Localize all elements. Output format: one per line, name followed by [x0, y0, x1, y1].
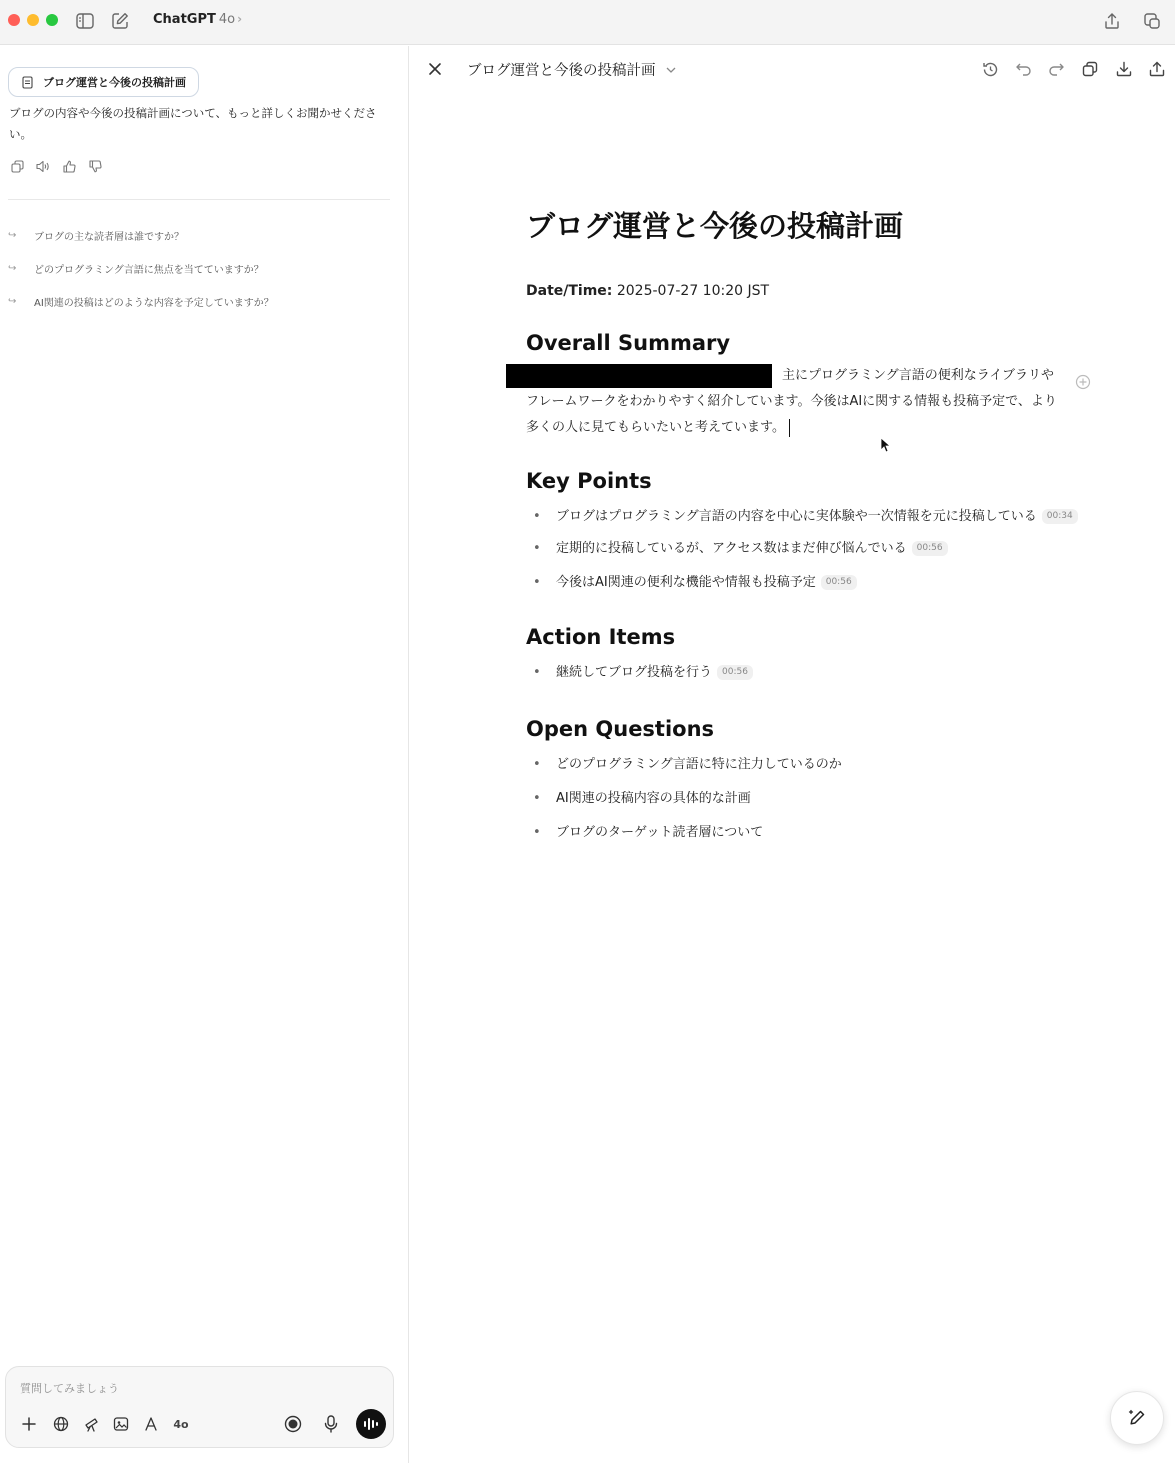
open-questions-heading: Open Questions: [526, 717, 715, 741]
pencil-sparkle-icon: [1127, 1408, 1147, 1428]
document-heading: ブログ運営と今後の投稿計画: [526, 209, 904, 243]
datetime-label: Date/Time:: [526, 283, 613, 299]
composer-placeholder: 質問してみましょう: [20, 1382, 119, 1395]
canvas-document-chip[interactable]: [8, 67, 199, 97]
key-points-heading: Key Points: [526, 469, 652, 493]
reply-arrow-icon: ↪: [8, 295, 17, 307]
suggestion-item[interactable]: [8, 226, 184, 244]
datetime-value: 2025-07-27 10:20 JST: [616, 283, 770, 299]
timestamp-badge[interactable]: 00:56: [912, 541, 948, 556]
chevron-right-icon: ›: [237, 12, 243, 26]
redo-icon[interactable]: [1045, 58, 1067, 80]
action-items-list: [526, 659, 1086, 687]
thumbs-up-icon[interactable]: [60, 157, 78, 175]
copy-icon[interactable]: [8, 157, 26, 175]
suggestion-label: AI関連の投稿はどのような内容を予定していますか？: [34, 297, 274, 309]
document-icon: [22, 76, 33, 92]
telescope-icon[interactable]: [82, 1414, 102, 1434]
image-create-icon[interactable]: [111, 1414, 131, 1434]
canvas-title-dropdown[interactable]: [467, 59, 676, 80]
list-item: [526, 503, 1086, 531]
reply-arrow-icon: ↪: [8, 262, 17, 274]
key-point-text: 定期的に投稿しているが、アクセス数はまだ伸び悩んでいる: [556, 541, 907, 556]
add-comment-icon[interactable]: [1075, 374, 1091, 390]
action-item-text: 継続してブログ投稿を行う: [556, 665, 713, 680]
copy-icon[interactable]: [1079, 58, 1101, 80]
summary-paragraph: [526, 363, 1066, 441]
close-canvas-icon[interactable]: [424, 58, 446, 80]
message-composer[interactable]: [5, 1366, 394, 1448]
voice-mode-button[interactable]: [356, 1409, 386, 1439]
add-attachment-icon[interactable]: [19, 1414, 39, 1434]
mouse-pointer-icon: [880, 437, 890, 457]
assistant-message: ブログの内容や今後の投稿計画について、もっと詳しくお聞かせください。: [9, 106, 377, 141]
download-icon[interactable]: [1113, 58, 1135, 80]
list-item: [526, 569, 1086, 597]
new-chat-icon[interactable]: [109, 10, 131, 32]
timestamp-badge[interactable]: 00:56: [717, 665, 753, 680]
canvas-document[interactable]: [526, 204, 1086, 847]
version-history-icon[interactable]: [979, 58, 1001, 80]
list-item: [526, 659, 1086, 687]
list-item: [526, 751, 1086, 779]
open-question-text: ブログのターゲット読者層について: [556, 825, 764, 840]
divider: [8, 199, 390, 200]
edit-suggestions-button[interactable]: [1110, 1391, 1164, 1445]
datetime-line: [526, 283, 1086, 299]
summary-text: 主にプログラミング言語の便利なライブラリやフレームワークをわかりやすく紹介しています。今後はAIに関する情報も投稿予定で、より多くの人に見てもらいたいと考えています。: [526, 368, 1057, 435]
close-window-button[interactable]: [8, 14, 20, 26]
thumbs-down-icon[interactable]: [86, 157, 104, 175]
share-icon[interactable]: [1101, 10, 1123, 32]
text-caret: [789, 419, 791, 437]
chat-panel: [0, 46, 409, 1463]
undo-icon[interactable]: [1012, 58, 1034, 80]
list-item: [526, 819, 1086, 847]
open-questions-list: [526, 751, 1086, 847]
suggestion-label: どのプログラミング言語に焦点を当てていますか？: [34, 264, 264, 276]
record-icon[interactable]: [283, 1414, 303, 1434]
model-selector[interactable]: [153, 12, 242, 27]
model-name: 4o: [218, 12, 236, 27]
window-titlebar: [0, 0, 1175, 45]
app-name: ChatGPT: [153, 12, 216, 27]
list-item: [526, 785, 1086, 813]
share-icon[interactable]: [1146, 58, 1168, 80]
timestamp-badge[interactable]: 00:56: [821, 575, 857, 590]
suggestion-item[interactable]: [8, 292, 274, 310]
web-search-icon[interactable]: [51, 1414, 71, 1434]
read-aloud-icon[interactable]: [34, 157, 52, 175]
key-point-text: ブログはプログラミング言語の内容を中心に実体験や一次情報を元に投稿している: [556, 509, 1037, 524]
action-items-heading: Action Items: [526, 625, 676, 649]
zoom-window-button[interactable]: [46, 14, 58, 26]
open-question-text: AI関連の投稿内容の具体的な計画: [556, 791, 751, 806]
chevron-down-icon: [666, 63, 676, 76]
key-point-text: 今後はAI関連の便利な機能や情報も投稿予定: [556, 575, 816, 590]
canvas-title: ブログ運営と今後の投稿計画: [467, 63, 656, 79]
microphone-icon[interactable]: [321, 1414, 341, 1434]
suggestion-label: ブログの主な読者層は誰ですか？: [34, 231, 184, 243]
redaction-box: [506, 364, 772, 388]
canvas-panel: [410, 46, 1175, 1463]
reply-arrow-icon: ↪: [8, 229, 17, 241]
list-item: [526, 535, 1086, 563]
model-selector-pill[interactable]: 4o: [173, 1417, 189, 1431]
open-question-text: どのプログラミング言語に特に注力しているのか: [556, 757, 842, 772]
suggestion-item[interactable]: [8, 259, 264, 277]
summary-heading: Overall Summary: [526, 331, 731, 355]
sidebar-toggle-icon[interactable]: [74, 10, 96, 32]
tools-icon[interactable]: [141, 1414, 161, 1434]
canvas-document-chip-label: ブログ運営と今後の投稿計画: [43, 76, 186, 89]
message-actions: [8, 157, 104, 175]
minimize-window-button[interactable]: [27, 14, 39, 26]
key-points-list: [526, 503, 1086, 597]
timestamp-badge[interactable]: 00:34: [1042, 509, 1078, 524]
new-window-icon[interactable]: [1141, 10, 1163, 32]
